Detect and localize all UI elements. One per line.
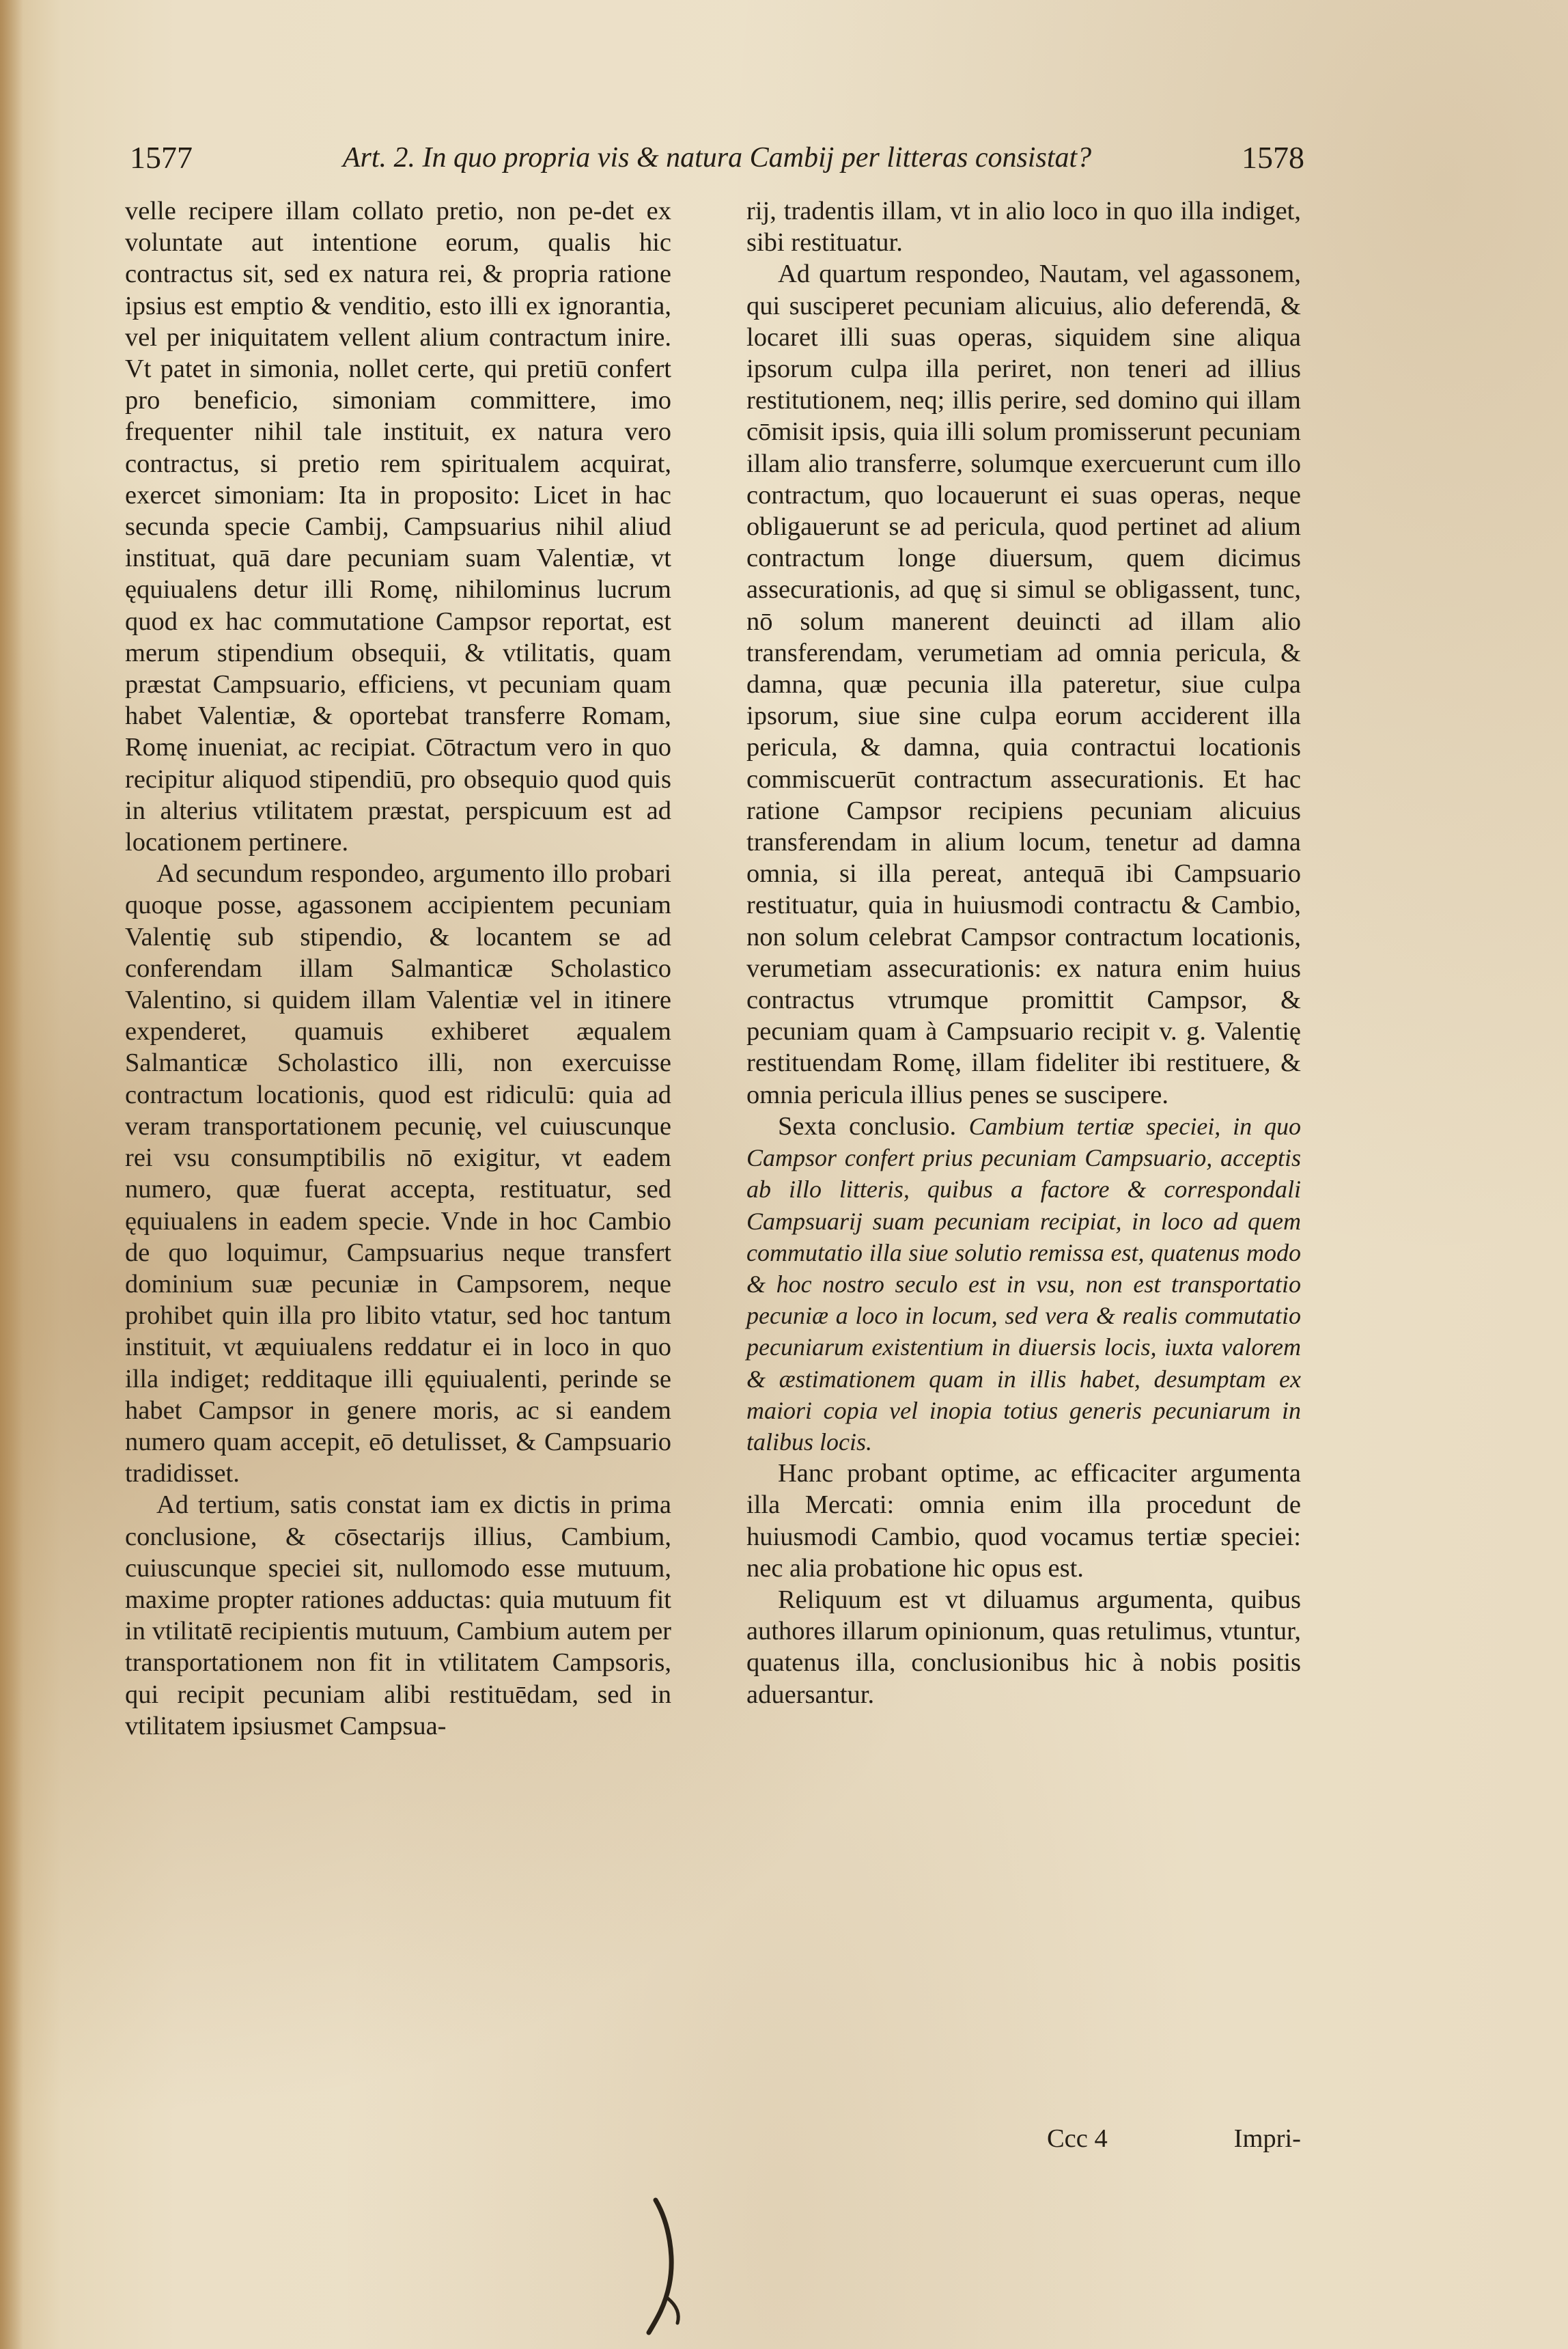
- page-footer: [746, 2123, 1301, 2154]
- text-column-right: [746, 195, 1301, 1710]
- conclusion-paragraph: [746, 1111, 1301, 1458]
- page-number-right: 1578: [1242, 140, 1304, 175]
- running-title: Art. 2. In quo propria vis & natura Cambij per litteras consistat?: [342, 142, 1092, 173]
- ink-bracket-mark: [642, 2196, 697, 2339]
- paragraph: Ad quartum respondeo, Nautam, vel agassonem, qui susciperet pecuniam alicuius, alio deferendā, & locaret illi suas operas, siquidem sine aliqua ipsorum culpa illa periret, non teneri ad illius restitutionem, neq; illis perire, sed domino qui illam cōmisit ipsis, quia illi solum promisserunt pecuniam illam alio transferre, solumque exercuerunt cum illo contractum, quo locauerunt ei suas operas, neque obligauerunt se ad pericula, quod pertinet ad alium contractum longe diuersum, quem dicimus assecurationis, ad quę si simul se obligassent, tunc, nō solum manerent deuincti ad illam alio transferendam, verumetiam ad omnia pericula, & damna, quæ pecunia illa pateretur, siue culpa ipsorum, siue sine culpa eorum acciderent illa pericula, & damna, quia contractui locationis commiscuerūt contractum assecurationis. Et hac ratione Campsor recipiens pecuniam alicuius transferendam in alium locum, tenetur ad damna omnia, si illa pereat, antequā ibi Campsuario restituatur, quia in huiusmodi contractu & Cambio, non solum celebrat Campsor contractum locationis, verumetiam assecurationis: ex natura enim huius contractus vtrumque promittit Campsor, & pecuniam quam à Campsuario recipit v. g. Valentię restituendam Romę, illam fideliter ibi restituere, & omnia pericula illius penes se suscipere.: [746, 260, 1301, 1109]
- paragraph: Hanc probant optime, ac efficaciter argumenta illa Mercati: omnia enim illa procedunt de huiusmodi Cambio, quod vocamus tertiæ speciei: nec alia probatione hic opus est.: [746, 1459, 1301, 1583]
- page-number-left: 1577: [130, 140, 193, 175]
- signature-mark: Ccc 4: [1047, 2124, 1108, 2153]
- page-edge-shadow: [0, 0, 23, 2349]
- catchword: Impri-: [1233, 2124, 1301, 2153]
- paragraph: velle recipere illam collato pretio, non pe-det ex voluntate aut intentione eorum, qualis hic contractus sit, sed ex natura rei, & propria ratione ipsius est emptio & venditio, esto illi ex ignorantia, vel per iniquitatem vellent alium contractum inire. Vt patet in simonia, nollet certe, qui pretiū confert pro beneficio, simoniam committere, imo frequenter nihil tale instituit, ex natura vero contractus, si pretio rem spiritualem acquirat, exercet simoniam: Ita in proposito: Licet in hac secunda specie Cambij, Campsuarius nihil aliud instituat, quā dare pecuniam suam Valentiæ, vt ęquiualens detur illi Romę, nihilominus lucrum quod ex hac commutatione Campsor reportat, est merum stipendium obsequii, & vtilitatis, quam præstat Campsuario, efficiens, vt pecuniam quam habet Valentiæ, & oportebat transferre Romam, Romę inueniat, ac recipiat. Cōtractum vero in quo recipitur aliquod stipendiū, pro obsequio quod quis in alterius vtilitatem præstat, perspicuum est ad locationem pertinere.: [125, 197, 671, 857]
- paragraph: Ad tertium, satis constat iam ex dictis in prima conclusione, & cōsectarijs illius, Cambium, cuiuscunque speciei sit, nullomodo esse mutuum, maxime propter rationes adductas: quia mutuum fit in vtilitatē recipientis mutuum, Cambium autem per transportationem non fit in vtilitatem Campsoris, qui recipit pecuniam alibi restituēdam, sed in vtilitatem ipsiusmet Campsua-: [125, 1490, 671, 1740]
- paragraph: Ad secundum respondeo, argumento illo probari quoque posse, agassonem accipientem pecuniam Valentię sub stipendio, & locantem se ad conferendam illam Salmanticæ Scholastico Valentino, si quidem illam Valentiæ vel in itinere expenderet, quamuis exhiberet æqualem Salmanticæ Scholastico illi, non exercuisse contractum locationis, quod est ridiculū: quia ad veram transportationem pecunię, vel cuiuscunque rei vsu consumptibilis nō exigitur, vt eadem numero, quæ fuerat accepta, restituatur, sed ęquiualens in eadem specie. Vnde in hoc Cambio de quo loquimur, Campsuarius neque transfert dominium suæ pecuniæ in Campsorem, neque prohibet quin illa pro libito vtatur, sed hoc tantum instituit, vt æquiualens reddatur ei in loco in quo illa indiget; redditaque illi ęquiualenti, perinde se habet Campsor in genere moris, ac si eandem numero quam accepit, eō detulisset, & Campsuario tradidisset.: [125, 859, 671, 1488]
- conclusion-text: Cambium tertiæ speciei, in quo Campsor confert prius pecuniam Campsuario, acceptis ab illo litteris, quibus a factore & correspondali Campsuarij suam pecuniam recipiat, in loco ad quem commutatio illa siue solutio remissa est, quatenus modo & hoc nostro seculo est in vsu, non est transportatio pecuniæ a loco in locum, sed vera & realis commutatio pecuniarum existentium in diuersis locis, iuxta valorem & æstimationem quam in illis habet, desumptam ex maiori copia vel inopia totius generis pecuniarum in talibus locis.: [746, 1112, 1301, 1456]
- paragraph: rij, tradentis illam, vt in alio loco in quo illa indiget, sibi restituatur.: [746, 197, 1301, 258]
- conclusion-heading: Sexta conclusio.: [778, 1111, 957, 1141]
- paragraph: Reliquum est vt diluamus argumenta, quibus authores illarum opinionum, quas retulimus, vtuntur, quatenus illa, conclusionibus hic à nobis positis aduersantur.: [746, 1585, 1301, 1709]
- page-header: [130, 134, 1304, 182]
- text-column-left: [125, 195, 671, 1742]
